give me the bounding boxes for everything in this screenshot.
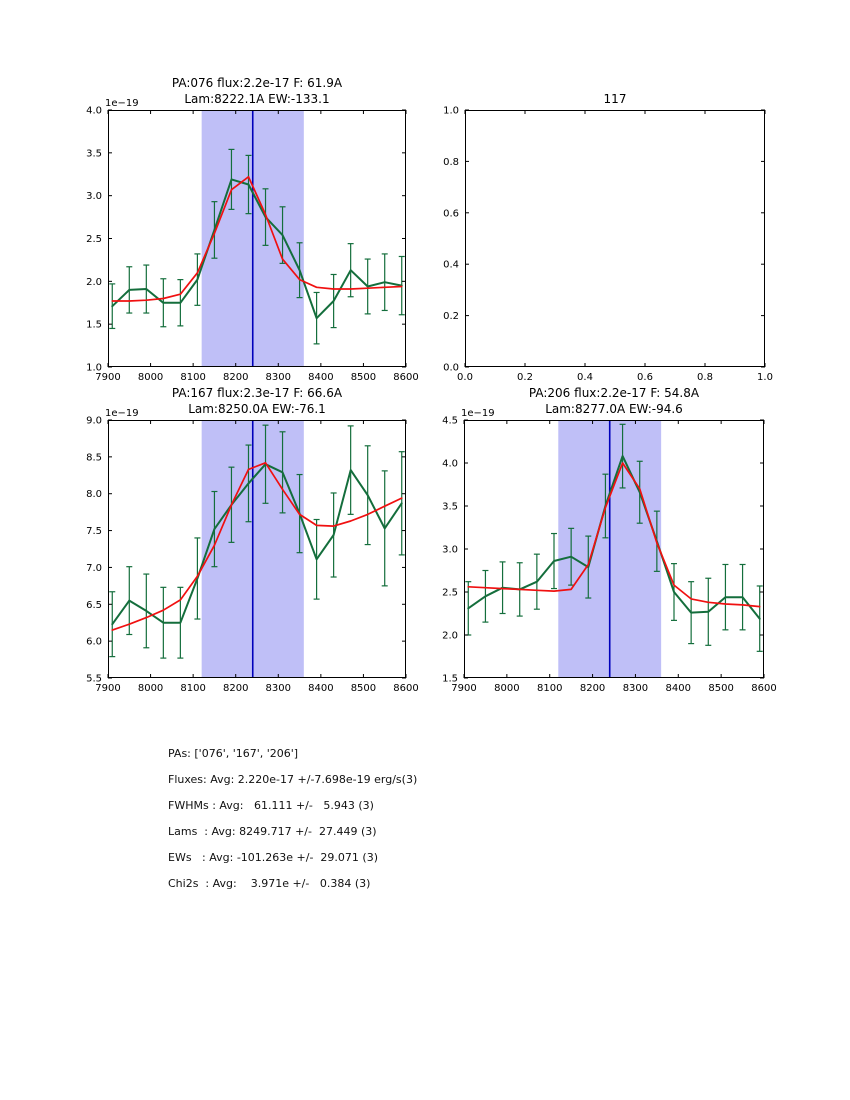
svg-text:0.4: 0.4 xyxy=(577,372,593,383)
summary-line-fluxes: Fluxes: Avg: 2.220e-17 +/-7.698e-19 erg/s(3) xyxy=(168,773,418,786)
summary-line-lams: Lams : Avg: 8249.717 +/- 27.449 (3) xyxy=(168,825,377,838)
svg-text:6.5: 6.5 xyxy=(86,599,102,611)
svg-text:0.0: 0.0 xyxy=(457,372,473,383)
svg-text:1.5: 1.5 xyxy=(442,673,458,685)
svg-text:1.0: 1.0 xyxy=(86,362,102,374)
svg-text:4.5: 4.5 xyxy=(442,415,458,427)
svg-text:8200: 8200 xyxy=(579,683,606,694)
plot-area-pa167 xyxy=(86,415,419,694)
svg-text:8200: 8200 xyxy=(222,372,249,383)
svg-text:7900: 7900 xyxy=(95,683,121,694)
plot-area-pa076 xyxy=(86,105,419,383)
svg-text:7900: 7900 xyxy=(95,372,121,383)
svg-text:0.0: 0.0 xyxy=(443,362,459,374)
chart-title xyxy=(425,92,805,108)
svg-text:8000: 8000 xyxy=(137,683,164,694)
svg-text:3.0: 3.0 xyxy=(442,544,458,556)
svg-text:8100: 8100 xyxy=(536,683,563,694)
svg-text:8500: 8500 xyxy=(708,683,734,694)
svg-text:8300: 8300 xyxy=(265,683,292,694)
svg-text:1.0: 1.0 xyxy=(443,105,459,117)
svg-text:8.5: 8.5 xyxy=(86,452,102,464)
svg-text:9.0: 9.0 xyxy=(86,415,102,427)
svg-text:2.5: 2.5 xyxy=(86,234,102,245)
svg-text:2.0: 2.0 xyxy=(86,276,102,288)
svg-text:7900: 7900 xyxy=(451,683,477,694)
svg-text:2.0: 2.0 xyxy=(442,630,458,642)
chart-title-line2: Lam:8277.0A EW:-94.6 xyxy=(545,401,683,416)
svg-text:8400: 8400 xyxy=(308,372,334,383)
svg-text:3.5: 3.5 xyxy=(86,148,102,160)
svg-text:1.0: 1.0 xyxy=(757,372,773,383)
y-axis-offset-label: 1e−19 xyxy=(461,408,495,419)
plot-area-117 xyxy=(443,105,773,383)
svg-text:0.8: 0.8 xyxy=(697,372,713,383)
svg-text:6.0: 6.0 xyxy=(86,636,102,648)
subplot-pa206 xyxy=(442,386,777,694)
summary-line-fwhms: FWHMs : Avg: 61.111 +/- 5.943 (3) xyxy=(168,799,374,812)
svg-text:8.0: 8.0 xyxy=(86,489,102,501)
svg-text:8200: 8200 xyxy=(222,683,249,694)
svg-text:7.0: 7.0 xyxy=(86,562,102,574)
svg-text:8600: 8600 xyxy=(751,683,777,694)
svg-text:8500: 8500 xyxy=(350,683,377,694)
svg-text:8000: 8000 xyxy=(494,683,520,694)
svg-text:3.5: 3.5 xyxy=(442,501,458,513)
svg-text:4.0: 4.0 xyxy=(86,105,102,117)
y-axis-offset-label: 1e−19 xyxy=(105,408,139,419)
svg-text:1.5: 1.5 xyxy=(86,319,102,331)
chart-title-line1: 117 xyxy=(603,91,627,106)
svg-text:8400: 8400 xyxy=(308,683,334,694)
svg-text:8100: 8100 xyxy=(180,372,206,383)
svg-text:3.0: 3.0 xyxy=(86,191,102,203)
summary-line-chi2s: Chi2s : Avg: 3.971e +/- 0.384 (3) xyxy=(168,877,371,890)
svg-text:8600: 8600 xyxy=(393,372,419,383)
chart-title-line2: Lam:8250.0A EW:-76.1 xyxy=(188,401,326,416)
subplot-117 xyxy=(443,91,773,383)
svg-text:0.6: 0.6 xyxy=(637,372,653,383)
plot-area-pa206 xyxy=(442,415,777,694)
svg-text:7.5: 7.5 xyxy=(86,526,102,538)
svg-text:0.2: 0.2 xyxy=(443,311,459,323)
svg-text:8300: 8300 xyxy=(622,683,649,694)
subplot-pa167 xyxy=(86,386,419,694)
svg-text:0.6: 0.6 xyxy=(443,208,459,220)
svg-text:2.5: 2.5 xyxy=(442,587,458,599)
svg-text:5.5: 5.5 xyxy=(86,673,102,685)
svg-text:8300: 8300 xyxy=(265,372,292,383)
y-axis-offset-label: 1e−19 xyxy=(105,98,139,109)
svg-text:4.0: 4.0 xyxy=(442,458,458,470)
svg-text:8100: 8100 xyxy=(180,683,206,694)
svg-text:0.8: 0.8 xyxy=(443,156,459,168)
summary-line-pas: PAs: ['076', '167', '206'] xyxy=(168,747,299,760)
svg-text:8500: 8500 xyxy=(350,372,377,383)
chart-title-line1: PA:206 flux:2.2e-17 F: 54.8A xyxy=(528,386,700,400)
subplot-pa076 xyxy=(86,76,419,383)
chart-title-line2: Lam:8222.1A EW:-133.1 xyxy=(184,91,330,106)
svg-text:8600: 8600 xyxy=(393,683,419,694)
chart-title-line1: PA:167 flux:2.3e-17 F: 66.6A xyxy=(171,386,343,400)
svg-text:0.4: 0.4 xyxy=(443,259,459,271)
chart-title-line1: PA:076 flux:2.2e-17 F: 61.9A xyxy=(171,76,343,90)
svg-text:0.2: 0.2 xyxy=(517,372,533,383)
svg-text:8400: 8400 xyxy=(665,683,692,694)
svg-text:8000: 8000 xyxy=(137,372,164,383)
fit-summary-text xyxy=(168,741,417,897)
summary-line-ews: EWs : Avg: -101.263e +/- 29.071 (3) xyxy=(168,851,378,864)
